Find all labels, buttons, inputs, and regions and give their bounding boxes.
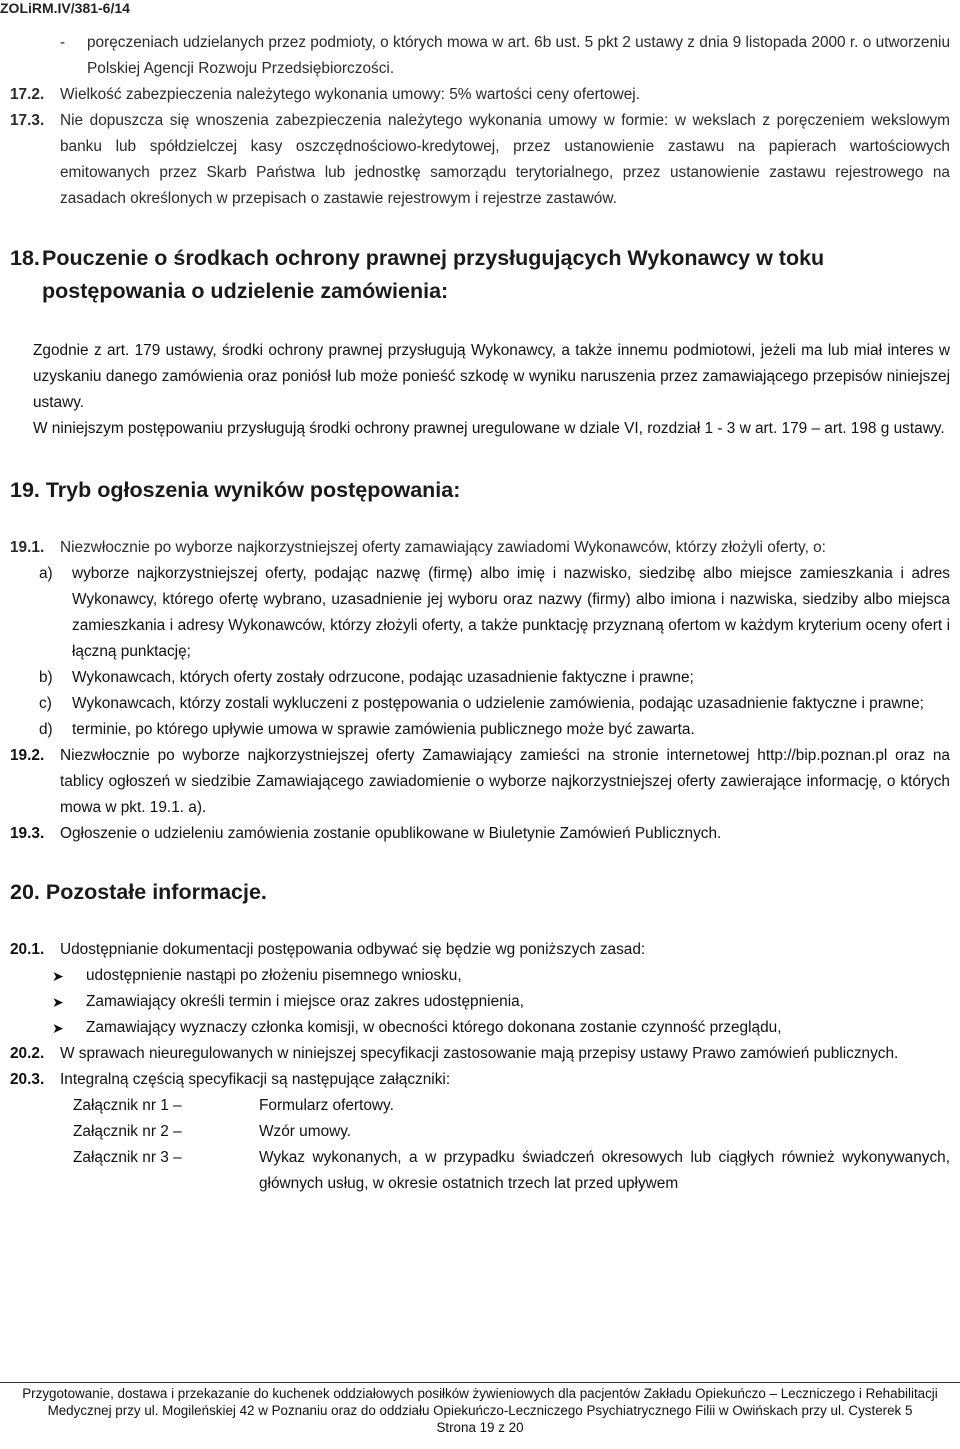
paragraph-19-3	[10, 821, 960, 847]
list-item-b	[39, 665, 960, 691]
list-letter: b)	[39, 669, 53, 686]
bullet-item	[0, 963, 960, 989]
list-text: terminie, po którego upływie umowa w sprawie zamówienia publicznego może być zawarta.	[72, 721, 695, 738]
paragraph-text: Wielkość zabezpieczenia należytego wykonania umowy: 5% wartości ceny ofertowej.	[60, 86, 640, 103]
list-text: Wykonawcach, których oferty zostały odrzucone, podając uzasadnienie faktyczne i prawne;	[72, 669, 694, 686]
attachment-row	[0, 1145, 960, 1197]
section-18-paragraph-2: W niniejszym postępowaniu przysługują środki ochrony prawnej uregulowane w dziale VI, rozdział 1 - 3 w art. 179 – art. 198 g ustawy.	[33, 420, 945, 437]
bullet-text: Zamawiający wyznaczy członka komisji, w obecności którego dokonana zostanie czynność przeglądu,	[86, 1019, 782, 1036]
section-number: 18.	[10, 246, 40, 270]
attachment-row	[0, 1093, 960, 1119]
paragraph-19-1	[10, 535, 960, 561]
paragraph-number: 17.2.	[10, 86, 45, 103]
arrow-bullet-icon: ➤	[52, 994, 64, 1010]
section-19-heading: 19. Tryb ogłoszenia wyników postępowania:	[10, 478, 461, 502]
arrow-bullet-icon: ➤	[52, 1020, 64, 1036]
paragraph-text: W sprawach nieuregulowanych w niniejszej specyfikacji zastosowanie mają przepisy ustawy Prawo zamówień publicznych.	[60, 1045, 899, 1062]
paragraph-text: Nie dopuszcza się wnoszenia zabezpieczenia należytego wykonania umowy w formie: w wekslach z poręczeniem wekslowym banku lub spółdzielczej kasy oszczędnościowo-kredytowej, przez ustanowienie zastawu na papierach wartościowych emitowanych przez Skarb Państwa lub jednostkę samorządu terytorialnego, przez ustanowienie zastawu rejestrowego na zasadach określonych w przepisach o zastawie rejestrowym i rejestrze zastawów.	[60, 112, 950, 207]
list-item-d	[39, 717, 960, 743]
dash-item	[0, 30, 960, 82]
bullet-item	[0, 1015, 960, 1041]
paragraph-text: Integralną częścią specyfikacji są następujące załączniki:	[60, 1071, 451, 1088]
paragraph-19-2	[10, 743, 960, 821]
attachment-row	[0, 1119, 960, 1145]
attachment-name: Załącznik nr 1 –	[73, 1097, 182, 1114]
bullet-item	[0, 989, 960, 1015]
paragraph-number: 20.2.	[10, 1045, 45, 1062]
list-letter: c)	[39, 695, 52, 712]
bullet-text: Zamawiający określi termin i miejsce oraz zakres udostępnienia,	[86, 993, 524, 1010]
list-text: wyborze najkorzystniejszej oferty, podając nazwę (firmę) albo imię i nazwisko, siedzibę albo miejsce zamieszkania i adres Wykonawcy, którego ofertę wybrano, uzasadnienie jej wyboru oraz nazwy (firmy) albo imiona i nazwiska, siedziby albo miejsca zamieszkania i adresy Wykonawców, którzy złożyli oferty, a także punktację przyznaną ofertom w każdym kryterium oceny ofert i łączną punktację;	[72, 565, 950, 660]
attachment-name: Załącznik nr 2 –	[73, 1123, 182, 1140]
paragraph-20-3	[10, 1067, 960, 1093]
page-number: Strona 19 z 20	[436, 1420, 524, 1435]
list-letter: a)	[39, 565, 53, 582]
paragraph-20-2	[10, 1041, 960, 1067]
list-letter: d)	[39, 721, 53, 738]
section-18-paragraph-1: Zgodnie z art. 179 ustawy, środki ochrony prawnej przysługują Wykonawcy, a także innemu podmiotowi, jeżeli ma lub miał interes w uzyskaniu danego zamówienia oraz poniósł lub może ponieść szkodę w wyniku naruszenia przez zamawiającego przepisów niniejszej ustawy.	[33, 342, 950, 411]
attachment-description: Wzór umowy.	[259, 1123, 352, 1140]
attachment-name: Załącznik nr 3 –	[73, 1149, 182, 1166]
paragraph-17-2	[10, 82, 960, 108]
document-page	[0, 30, 960, 1197]
paragraph-number: 19.3.	[10, 825, 45, 842]
list-item-c	[39, 691, 960, 717]
bullet-text: udostępnienie nastąpi po złożeniu pisemnego wniosku,	[86, 967, 462, 984]
section-20-heading: 20. Pozostałe informacje.	[10, 880, 267, 904]
paragraph-text: Udostępnianie dokumentacji postępowania odbywać się będzie wg poniższych zasad:	[60, 941, 646, 958]
arrow-bullet-icon: ➤	[52, 968, 64, 984]
paragraph-17-3	[10, 108, 960, 212]
dash-marker: -	[60, 34, 66, 51]
paragraph-number: 19.1.	[10, 539, 45, 556]
list-text: Wykonawcach, którzy zostali wykluczeni z postępowania o udzielenie zamówienia, podając uzasadnienie faktyczne i prawne;	[72, 695, 924, 712]
section-title: Pouczenie o środkach ochrony prawnej przysługujących Wykonawcy w toku postępowania o udzielenie zamówienia:	[42, 246, 825, 303]
footer-title: Przygotowanie, dostawa i przekazanie do kuchenek oddziałowych posiłków żywieniowych dla pacjentów Zakładu Opiekuńczo – Leczniczego i Rehabilitacji Medycznej przy ul. Mogileńskiej 42 w Poznaniu oraz do oddziału Opiekuńczo-Leczniczego Psychiatrycznego Filii w Owińskach przy ul. Cysterek 5	[22, 1386, 938, 1418]
dash-text: poręczeniach udzielanych przez podmioty, o których mowa w art. 6b ust. 5 pkt 2 ustawy z dnia 9 listopada 2000 r. o utworzeniu Polskiej Agencji Rozwoju Przedsiębiorczości.	[87, 34, 950, 77]
page-footer	[0, 1382, 960, 1436]
paragraph-20-1	[10, 937, 960, 963]
paragraph-text: Niezwłocznie po wyborze najkorzystniejszej oferty Zamawiający zamieści na stronie internetowej http://bip.poznan.pl oraz na tablicy ogłoszeń w siedzibie Zamawiającego zawiadomienie o wyborze najkorzystniejszej oferty zawierające informację, o których mowa w pkt. 19.1. a).	[60, 747, 950, 816]
paragraph-text: Niezwłocznie po wyborze najkorzystniejszej oferty zamawiający zawiadomi Wykonawców, którzy złożyli oferty, o:	[60, 539, 826, 556]
paragraph-number: 20.1.	[10, 941, 45, 958]
attachment-description: Formularz ofertowy.	[259, 1097, 394, 1114]
paragraph-number: 17.3.	[10, 112, 45, 129]
attachment-description: Wykaz wykonanych, a w przypadku świadczeń okresowych lub ciągłych również wykonywanych, głównych usług, w okresie ostatnich trzech lat przed upływem	[259, 1149, 950, 1192]
paragraph-number: 20.3.	[10, 1071, 45, 1088]
list-item-a	[39, 561, 960, 665]
document-reference: ZOLiRM.IV/381-6/14	[0, 0, 130, 16]
paragraph-number: 19.2.	[10, 747, 45, 764]
section-18-heading	[10, 242, 960, 308]
paragraph-text: Ogłoszenie o udzieleniu zamówienia zostanie opublikowane w Biuletynie Zamówień Publicznych.	[60, 825, 722, 842]
